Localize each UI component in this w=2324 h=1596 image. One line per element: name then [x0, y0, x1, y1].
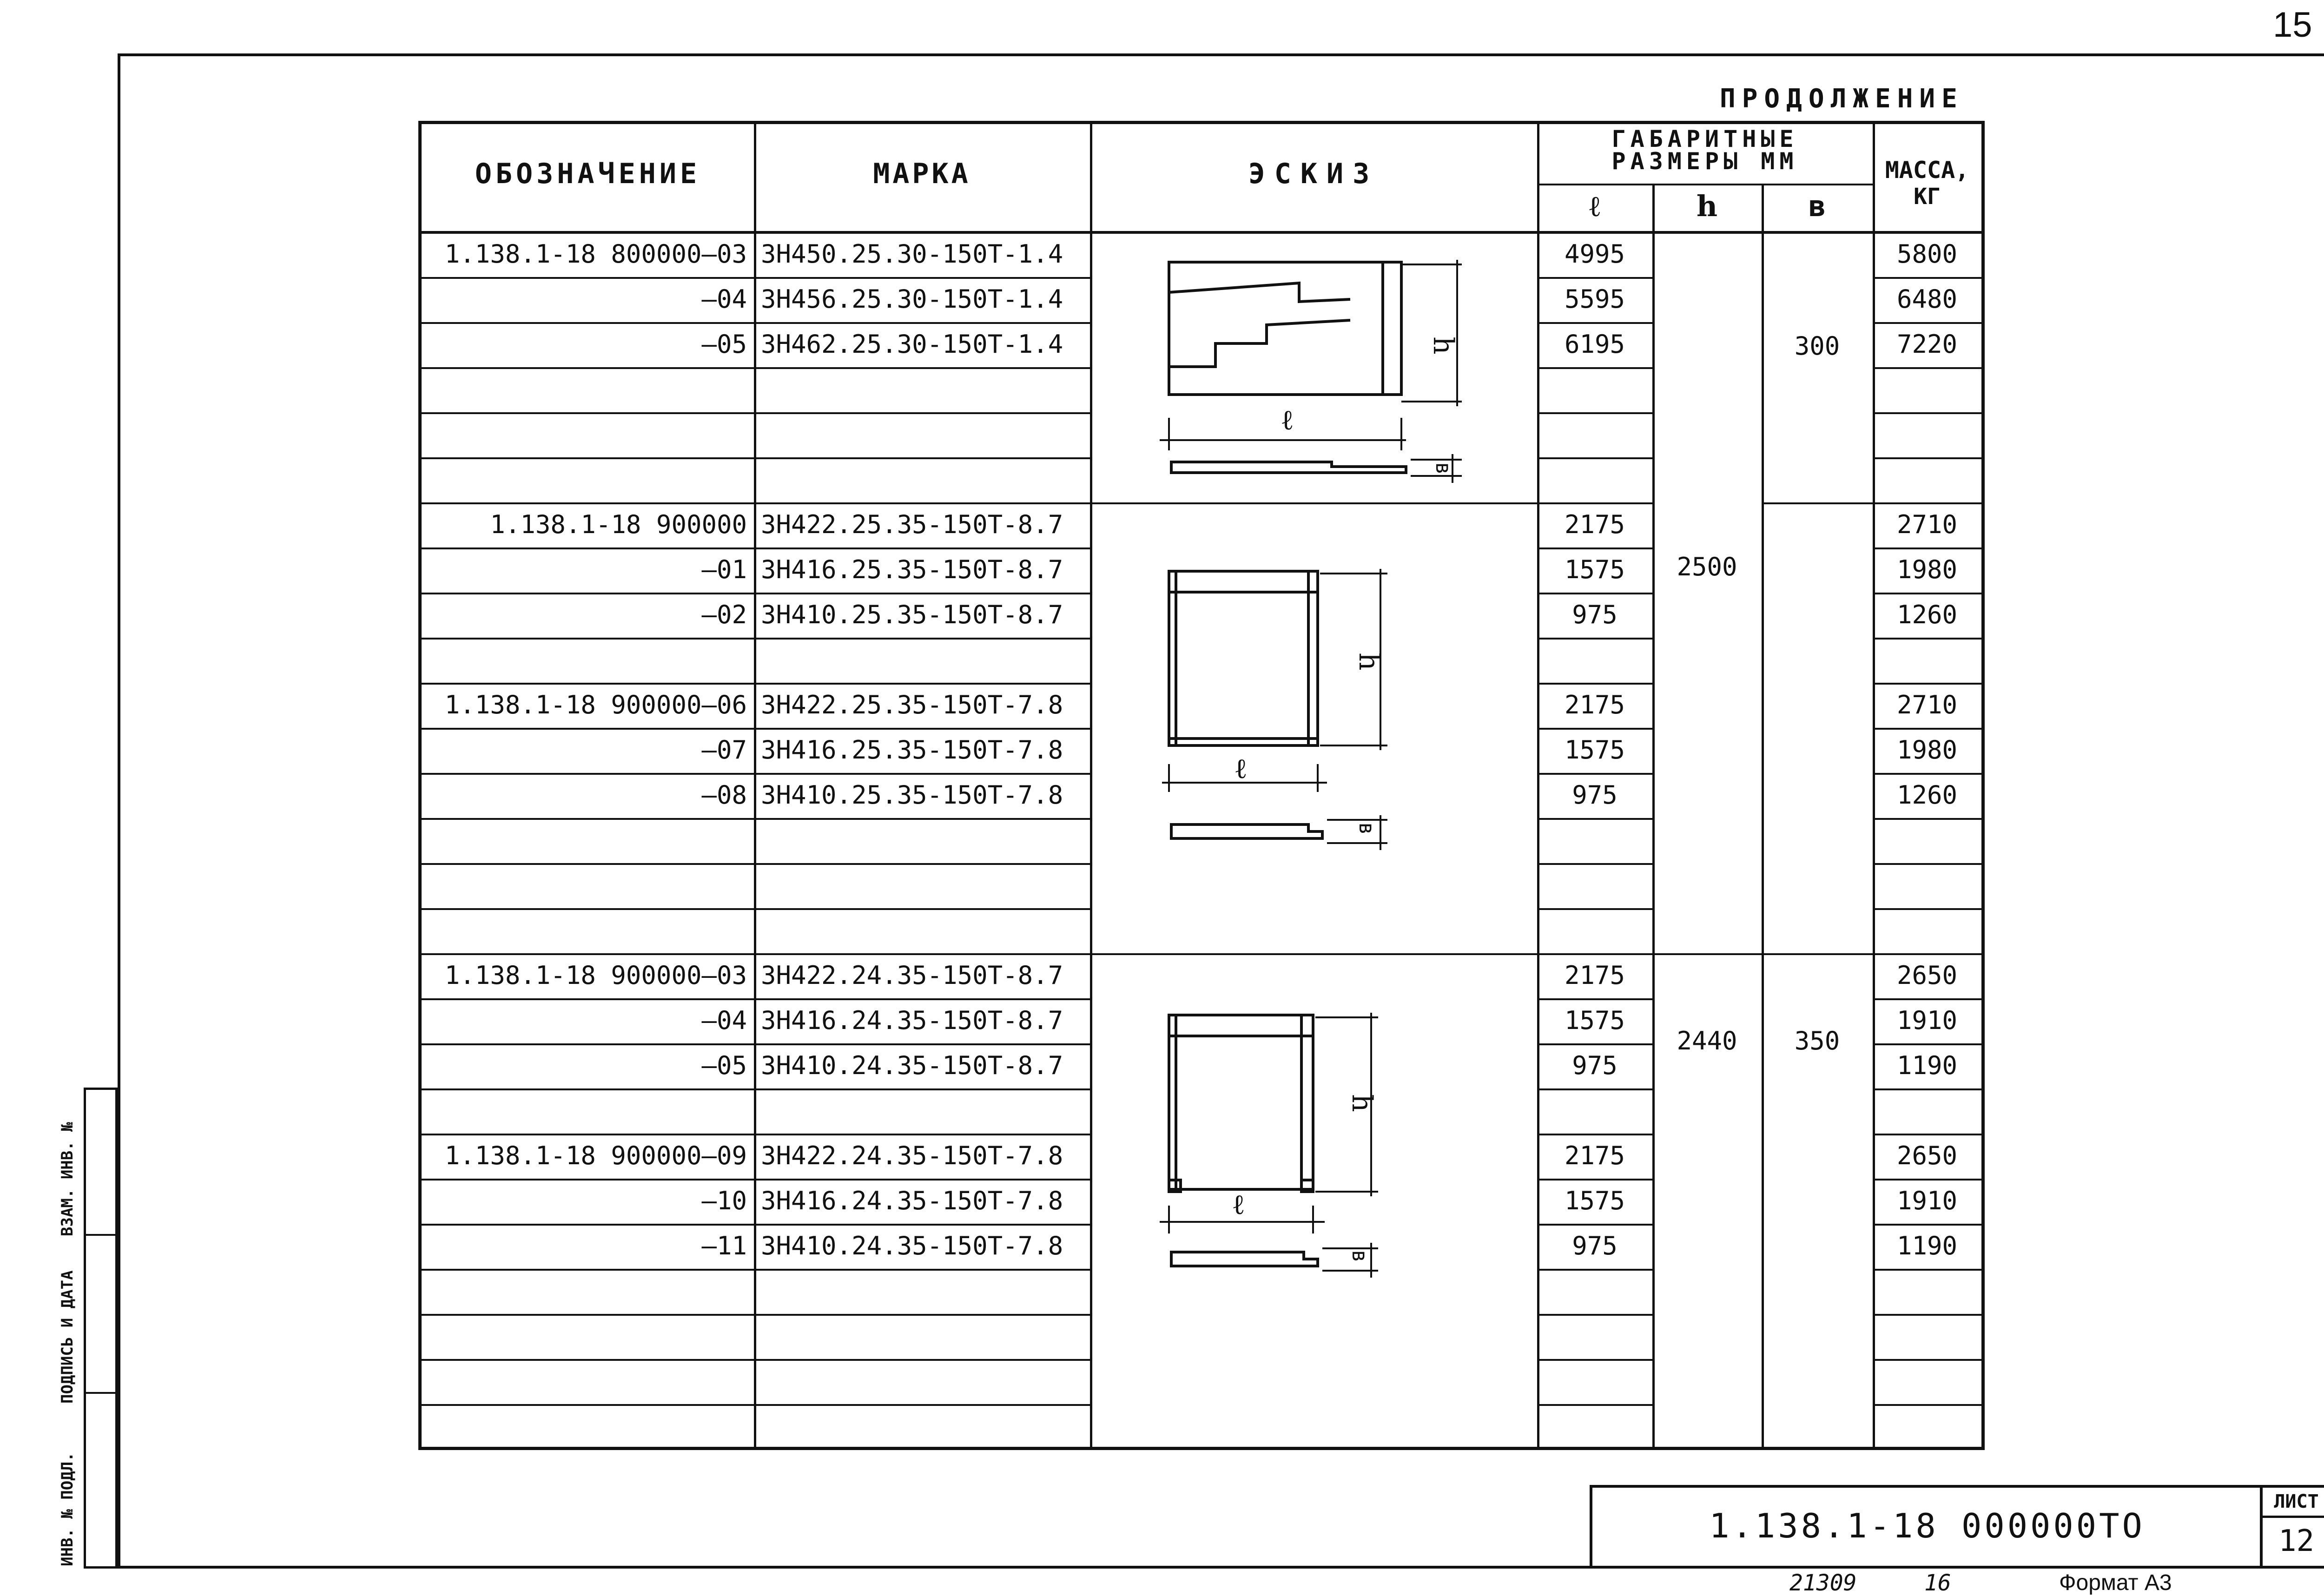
row-mark: [761, 367, 1086, 412]
row-length: [1537, 412, 1652, 457]
row-mark: [761, 457, 1086, 502]
row-mark: ЗН410.25.35-150Т-7.8: [761, 780, 1063, 810]
row-designation: [422, 1359, 747, 1404]
row-designation: —04: [701, 1006, 747, 1035]
side-label-sign: ПОДПИСЬ И ДАТА: [58, 1270, 77, 1404]
continuation-label: ПРОДОЛЖЕНИЕ: [1720, 84, 1964, 114]
header-mass-2: КГ: [1914, 184, 1941, 210]
header-dims-2: РАЗМЕРЫ ММ: [1611, 148, 1798, 175]
col-divider: [1762, 184, 1764, 1447]
sketch-wall-panel-1: [1090, 232, 1537, 499]
row-mark: [761, 1359, 1086, 1404]
row-length: 1575: [1564, 555, 1625, 584]
archive-number: 21309: [1789, 1570, 1857, 1596]
header-mass-1: МАССА,: [1885, 157, 1969, 184]
row-mark: ЗН410.24.35-150Т-7.8: [761, 1231, 1063, 1260]
row-length: [1537, 1269, 1652, 1313]
row-mass: 2650: [1896, 1141, 1958, 1170]
row-mark: [761, 412, 1086, 457]
row-divider: [1652, 953, 1873, 955]
row-mass: [1873, 818, 1981, 863]
row-mass: 1910: [1896, 1006, 1958, 1035]
row-length: 2175: [1564, 510, 1625, 539]
side-divider: [86, 1234, 120, 1236]
row-length: [1537, 818, 1652, 863]
h-value-2440: 2440: [1677, 1026, 1737, 1055]
row-length: [1537, 863, 1652, 908]
row-designation: 1.138.1-18 900000—09: [444, 1141, 747, 1170]
row-designation: —05: [701, 1051, 747, 1080]
row-mass: 1190: [1896, 1231, 1958, 1260]
sketch-label-b: в: [1431, 462, 1456, 475]
row-mass: 1190: [1896, 1051, 1958, 1080]
side-label-vzam: ВЗАМ. ИНВ. №: [58, 1122, 77, 1236]
row-length: 975: [1572, 1231, 1618, 1260]
row-mark: [761, 1269, 1086, 1313]
header-mark: МАРКА: [873, 158, 971, 190]
h-value-2500: 2500: [1677, 552, 1737, 581]
row-length: [1537, 1088, 1652, 1133]
row-mark: [761, 863, 1086, 908]
sheet-number: 12: [2278, 1524, 2315, 1558]
row-mass: [1873, 1314, 1981, 1359]
row-designation: —02: [701, 600, 747, 629]
row-length: 4995: [1564, 239, 1625, 269]
row-mark: ЗН416.25.35-150Т-7.8: [761, 735, 1063, 765]
row-length: 1575: [1564, 1006, 1625, 1035]
row-designation: 1.138.1-18 800000—03: [444, 239, 747, 269]
side-stamp: [84, 1088, 118, 1569]
row-length: [1537, 638, 1652, 682]
copy-number: 16: [1924, 1570, 1951, 1596]
header-l: ℓ: [1589, 189, 1600, 223]
row-designation: [422, 367, 747, 412]
row-mass: [1873, 412, 1981, 457]
sketch-label-h: h: [1427, 336, 1459, 355]
row-designation: —10: [701, 1186, 747, 1215]
row-mass: [1873, 638, 1981, 682]
row-designation: —08: [701, 780, 747, 810]
row-designation: [422, 1314, 747, 1359]
row-mass: [1873, 1088, 1981, 1133]
row-mass: [1873, 908, 1981, 953]
row-mass: [1873, 1359, 1981, 1404]
header-designation: ОБОЗНАЧЕНИЕ: [475, 158, 701, 190]
row-designation: [422, 1269, 747, 1313]
page-number: 15: [2273, 5, 2312, 45]
row-length: 2175: [1564, 690, 1625, 719]
row-length: 1575: [1564, 1186, 1625, 1215]
row-designation: [422, 863, 747, 908]
row-designation: —05: [701, 330, 747, 359]
sketch-label-b: в: [1354, 822, 1380, 835]
row-mark: [761, 1314, 1086, 1359]
row-mass: [1873, 1269, 1981, 1313]
row-designation: 1.138.1-18 900000: [490, 510, 747, 539]
header-subline: [1537, 184, 1873, 185]
row-mark: [761, 1404, 1086, 1449]
row-mass: [1873, 1404, 1981, 1449]
row-designation: —11: [701, 1231, 747, 1260]
row-mass: 5800: [1896, 239, 1958, 269]
sketch-label-h: h: [1353, 653, 1385, 671]
row-length: 975: [1572, 780, 1618, 810]
row-designation: —04: [701, 284, 747, 314]
sketch-label-b: в: [1347, 1250, 1373, 1263]
sketch-label-h: h: [1346, 1094, 1378, 1112]
row-mark: [761, 818, 1086, 863]
row-length: 2175: [1564, 1141, 1625, 1170]
header-sketch: ЭСКИЗ: [1248, 158, 1379, 190]
row-mark: [761, 638, 1086, 682]
header-dims-1: ГАБАРИТНЫЕ: [1611, 125, 1798, 152]
row-designation: —01: [701, 555, 747, 584]
row-length: 2175: [1564, 961, 1625, 990]
row-mark: ЗН416.25.35-150Т-8.7: [761, 555, 1063, 584]
row-mass: 1260: [1896, 780, 1958, 810]
row-mass: 6480: [1896, 284, 1958, 314]
row-length: 6195: [1564, 330, 1625, 359]
row-mass: 7220: [1896, 330, 1958, 359]
header-b: в: [1808, 189, 1826, 223]
row-mass: 2710: [1896, 510, 1958, 539]
title-stamp: [1590, 1485, 2324, 1569]
row-length: 1575: [1564, 735, 1625, 765]
b-value-350: 350: [1794, 1026, 1840, 1055]
sketch-label-l: ℓ: [1234, 752, 1248, 785]
row-length: [1537, 1359, 1652, 1404]
row-designation: [422, 412, 747, 457]
sheet-label: ЛИСТ: [2263, 1488, 2324, 1518]
row-divider: [1762, 502, 1873, 504]
specification-table: [418, 121, 1985, 1450]
side-divider: [86, 1392, 120, 1394]
row-designation: 1.138.1-18 900000—06: [444, 690, 747, 719]
row-mass: 1910: [1896, 1186, 1958, 1215]
row-designation: [422, 457, 747, 502]
row-divider: [1090, 502, 1537, 504]
row-mark: ЗН450.25.30-150Т-1.4: [761, 239, 1063, 269]
row-mark: ЗН422.25.35-150Т-7.8: [761, 690, 1063, 719]
row-designation: [422, 1088, 747, 1133]
sketch-wall-panel-3: [1090, 945, 1537, 1447]
format-label: Формат А3: [2059, 1570, 2172, 1595]
row-designation: [422, 908, 747, 953]
row-designation: —07: [701, 735, 747, 765]
row-mark: [761, 1088, 1086, 1133]
row-mark: ЗН456.25.30-150Т-1.4: [761, 284, 1063, 314]
row-designation: 1.138.1-18 900000—03: [444, 961, 747, 990]
row-length: [1537, 457, 1652, 502]
row-length: 975: [1572, 1051, 1618, 1080]
row-length: 975: [1572, 600, 1618, 629]
row-length: [1537, 367, 1652, 412]
row-mass: 1980: [1896, 735, 1958, 765]
row-mass: 2710: [1896, 690, 1958, 719]
sketch-label-l: ℓ: [1281, 404, 1294, 436]
row-divider: [1090, 953, 1537, 955]
row-mark: ЗН422.25.35-150Т-8.7: [761, 510, 1063, 539]
row-length: [1537, 1314, 1652, 1359]
row-mass: 1260: [1896, 600, 1958, 629]
row-mark: ЗН422.24.35-150Т-8.7: [761, 961, 1063, 990]
row-designation: [422, 638, 747, 682]
row-length: [1537, 1404, 1652, 1449]
row-mark: ЗН422.24.35-150Т-7.8: [761, 1141, 1063, 1170]
row-mass: [1873, 863, 1981, 908]
row-mark: [761, 908, 1086, 953]
row-mark: ЗН416.24.35-150Т-8.7: [761, 1006, 1063, 1035]
side-label-inv: ИНВ. № ПОДЛ.: [58, 1452, 77, 1566]
header-h: h: [1696, 189, 1718, 223]
b-value-300: 300: [1794, 331, 1840, 361]
row-mass: [1873, 367, 1981, 412]
row-designation: [422, 818, 747, 863]
row-mass: 2650: [1896, 961, 1958, 990]
row-mark: ЗН462.25.30-150Т-1.4: [761, 330, 1063, 359]
row-designation: [422, 1404, 747, 1449]
row-mark: ЗН410.24.35-150Т-8.7: [761, 1051, 1063, 1080]
sketch-wall-panel-2: [1090, 499, 1537, 945]
sketch-label-l: ℓ: [1232, 1188, 1245, 1221]
row-length: 5595: [1564, 284, 1625, 314]
row-mark: ЗН416.24.35-150Т-7.8: [761, 1186, 1063, 1215]
col-divider: [1652, 184, 1655, 1447]
row-mass: 1980: [1896, 555, 1958, 584]
row-mark: ЗН410.25.35-150Т-8.7: [761, 600, 1063, 629]
row-length: [1537, 908, 1652, 953]
document-code: 1.138.1-18 000000ТО: [1709, 1506, 2145, 1545]
row-mass: [1873, 457, 1981, 502]
